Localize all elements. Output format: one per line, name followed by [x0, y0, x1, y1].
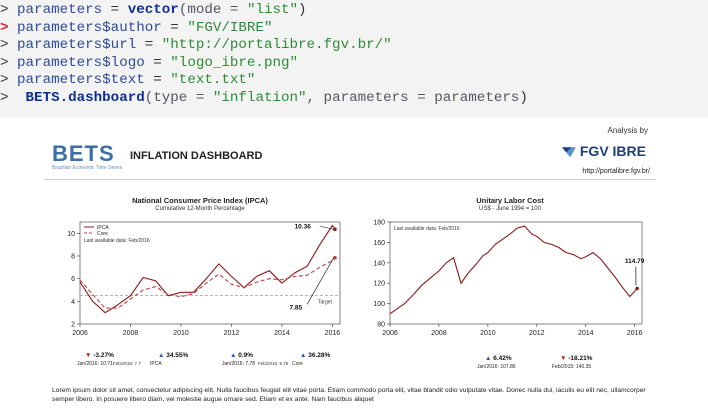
console-code: parameters$author = "FGV/IBRE" [17, 19, 273, 36]
console-line [0, 72, 255, 89]
r-console [0, 0, 708, 118]
console-code: BETS.dashboard(type = "inflation", parameters = parameters) [25, 89, 528, 106]
core-label-arrow [307, 258, 334, 305]
stat-value: ▲ 36.28% [300, 352, 331, 359]
console-prompt: > [0, 19, 18, 36]
console-code: parameters$text = "text.txt" [17, 72, 256, 88]
y-tick-label: 4 [71, 298, 75, 306]
legend-label: Core [97, 231, 108, 237]
bets-logo-subtitle: Brazilian Economic Time Series [52, 165, 123, 171]
bets-logo: BETS [52, 141, 115, 166]
ulc-chart [350, 214, 650, 344]
stat-compare-label: Feb/2015: 7.7 [113, 361, 141, 366]
y-tick-label: 2 [71, 321, 75, 329]
console-code: parameters$logo = "logo_ibre.png" [17, 54, 299, 71]
last-point [333, 256, 337, 260]
up-arrow-icon: ▲ [485, 355, 494, 362]
x-tick-label: 2008 [431, 330, 447, 337]
console-code: parameters = vector(mode = "list") [17, 2, 307, 18]
target-label: Target [318, 299, 332, 306]
console-line [0, 55, 298, 72]
x-tick-label: 2014 [577, 330, 594, 337]
console-line [0, 20, 272, 37]
ulc-chart-subtitle: US$ - June 1994 = 100 [479, 206, 541, 212]
stat-value: ▼ -3.27% [85, 352, 114, 359]
console-line [0, 2, 307, 19]
down-arrow-icon: ▼ [560, 355, 569, 362]
y-tick-label: 10 [67, 230, 75, 238]
stat-label: IPCA [150, 361, 162, 367]
ulc-chart-title: Unitary Labor Cost [476, 196, 544, 205]
x-tick-label: 2016 [626, 330, 643, 337]
legend-label: IPCA [97, 225, 109, 231]
console-prompt: > [0, 89, 18, 106]
ipca-last-value-label: 10.36 [294, 223, 311, 231]
last-point [333, 227, 337, 231]
up-arrow-icon: ▲ [300, 352, 309, 359]
x-tick-label: 2010 [480, 330, 496, 337]
plot-frame [390, 222, 642, 324]
y-tick-label: 180 [373, 219, 385, 227]
stat-label: Core [292, 361, 303, 367]
stat-value: ▲ 6.42% [485, 355, 512, 362]
x-tick-label: 2016 [324, 330, 341, 337]
last-point [635, 287, 639, 291]
last-data-annotation: Last available data: Feb/2016 [394, 226, 460, 232]
description-text: Lorem ipsum dolor sit amet, consectetur adipiscing elit. Nulla faucibus feugiat elit vitae porta. Etiam commodo porta elit, vitae blandit odio vulputate vitae. Donec nulla dui, iaculis eu elit nec, ullamcorper semper libero. In posuere libero diam, vel molestie augue ornare sed. Etiam et ex ante. Nam faucibus aliquet [52, 387, 646, 403]
console-prompt: > [0, 2, 18, 18]
dashboard-panel [30, 120, 670, 418]
x-tick-label: 2012 [223, 330, 240, 337]
analysis-by-label: Analysis by [607, 126, 648, 135]
x-tick-label: 2008 [122, 330, 139, 337]
fgv-arrow-icon [562, 147, 576, 157]
x-tick-label: 2012 [529, 330, 545, 337]
console-prompt: > [0, 72, 18, 88]
up-arrow-icon: ▲ [158, 352, 167, 359]
x-tick-label: 2014 [274, 330, 290, 337]
ulc-last-value-label: 114.79 [624, 257, 645, 265]
y-tick-label: 140 [373, 260, 385, 268]
y-tick-label: 80 [377, 321, 385, 329]
console-line [0, 37, 392, 54]
down-arrow-icon: ▼ [85, 352, 94, 359]
dashboard-title: INFLATION DASHBOARD [130, 150, 263, 162]
ipca-chart-title: National Consumer Price Index (IPCA) [132, 196, 268, 205]
console-prompt: > [0, 37, 18, 53]
series-line [390, 226, 637, 314]
x-tick-label: 2010 [173, 330, 189, 337]
ipca-chart [40, 214, 350, 344]
y-tick-label: 160 [373, 239, 385, 247]
partner-url: http://portalibre.fgv.br/ [582, 168, 650, 175]
console-prompt: > [0, 54, 18, 71]
y-tick-label: 8 [71, 253, 75, 261]
y-tick-label: 120 [373, 280, 385, 288]
series-line [80, 258, 335, 308]
stat-compare-label: Feb/2015: 5.76 [258, 361, 289, 366]
stat-value: ▲ 0.9% [230, 352, 254, 359]
fgv-ibre-text: FGV IBRE [579, 143, 646, 159]
stat-label: Feb/2015: 140.35 [552, 364, 592, 370]
core-last-value-label: 7.85 [289, 304, 303, 312]
x-tick-label: 2006 [382, 330, 398, 337]
y-tick-label: 100 [373, 301, 385, 309]
stat-label: Jan/2016: 107.86 [477, 364, 516, 370]
console-line [0, 90, 528, 107]
last-data-annotation: Last available data: Feb/2016 [84, 238, 150, 244]
header-divider [44, 179, 656, 180]
ipca-chart-subtitle: Cumulative 12-Month Percentage [155, 206, 245, 212]
stat-label: Jan/2016: 10.71 [77, 361, 113, 367]
stat-value: ▲ 34.55% [158, 352, 189, 359]
fgv-ibre-logo [562, 143, 646, 159]
up-arrow-icon: ▲ [230, 352, 239, 359]
x-tick-label: 2006 [72, 330, 88, 337]
stat-value: ▼ -18.21% [560, 355, 593, 362]
y-tick-label: 6 [71, 276, 75, 284]
stat-label: Jan/2016: 7.78 [222, 361, 256, 367]
console-code: parameters$url = "http://portalibre.fgv.br/" [17, 37, 392, 53]
